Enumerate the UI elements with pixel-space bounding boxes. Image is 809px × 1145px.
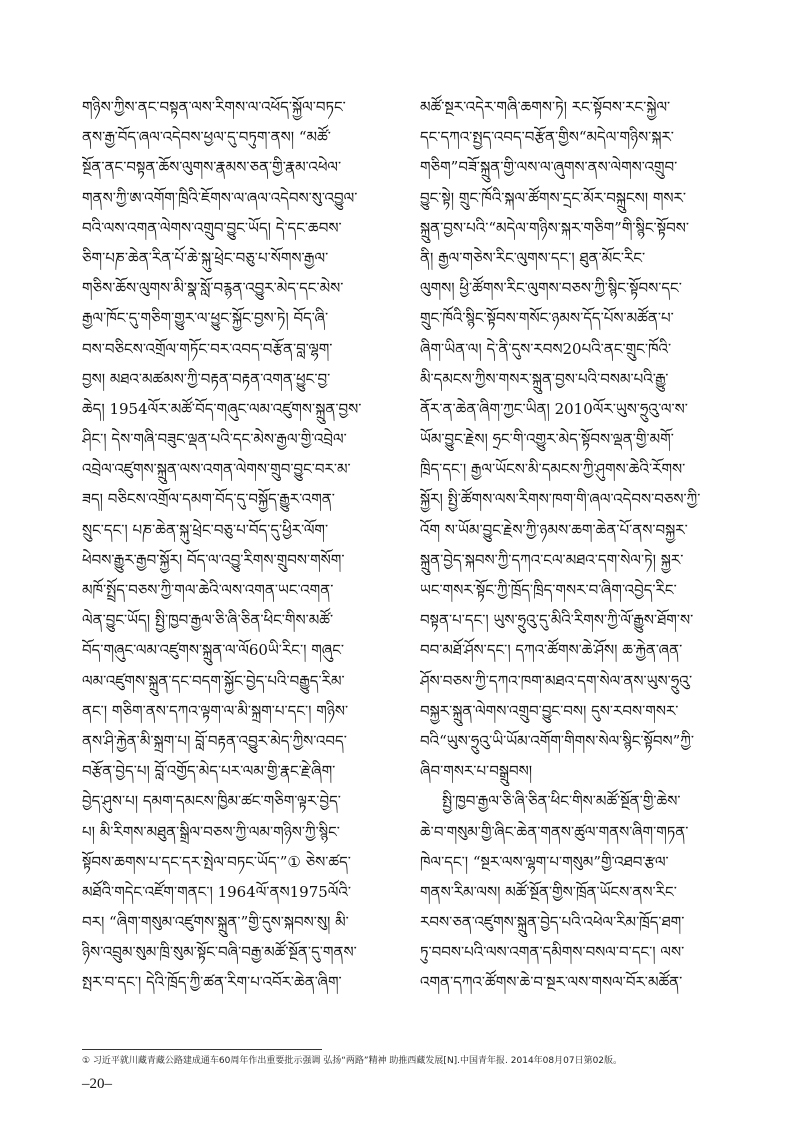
text-line: འགན་དཀའ་ཚོགས་ཆེ་བ་སྔར་ལས་གསལ་བོར་མཚོན་ [420, 973, 683, 992]
text-line: གནས་རིམ་ལས། མཚོ་སྔོན་གྱིས་ཁྲོན་ཡོངས་ནས་རིང་ [420, 882, 677, 901]
text-line: གཅིག”བཟོ་སྐྲུན་གྱི་ལས་ལ་ཞུགས་ནས་ལེགས་འགྲུབ་ [420, 158, 678, 177]
text-line: གཉིས་ཀྱིས་ནང་བསྟན་ལས་རིགས་ལ་འཕོད་སྐྱོལ་བཏང་ [82, 98, 346, 116]
footnote-divider [82, 1049, 322, 1050]
text-line: ལེན་བྱུང་ཡོད། སྤྱི་ཁྱབ་རྒྱལ་ཅི་ཞི་ཅིན་ཕིང་གིས་མཚོ་ [82, 611, 334, 630]
text-line: ཆེ་བ་གསུམ་གྱི་ཞིང་ཆེན་གནས་ཚུལ་གནས་ཞིག་གཏན་ [420, 822, 689, 841]
text-line: ནས་རྒྱ་བོད་ཞལ་འདེབས་ཕྱལ་དུ་བཏུག་ནས། “མཚོ་ [82, 128, 331, 147]
text-line: རབས་ཅན་འཛུགས་སྐྲུན་བྱེད་པའི་འཕེལ་རིམ་ཁྲོད་ཐག་ [420, 913, 685, 932]
text-line: གྲུང་ཁོའི་སྙིང་སྟོབས་གསོང་ཉམས་དོད་པོས་མཚོན་པ་ [420, 309, 674, 328]
text-line: ཡང་གསར་སྟོང་ཀྱི་ཁྲོད་ཁྲིད་གསར་བ་ཞིག་འབྱེད་རིང་ [420, 581, 677, 599]
page-number: –20– [82, 1076, 112, 1092]
footnote: ① 习近平就川藏青藏公路建成通车60周年作出重要批示强调 弘扬“两路”精神 助推西藏发展[N].中国青年报. 2014年08月07日第02版。 [82, 1056, 623, 1066]
text-line: ཕེབས་རྒྱུར་རྒྱབ་སྐྱོར། བོད་ལ་འབྱུ་རིགས་གྲུབས་གསོག་ [82, 550, 345, 569]
text-line: སྔོན་ནང་བསྟན་ཆོས་ལུགས་རྣམས་ཅན་གྱི་རྣམ་འཕེལ་ [82, 158, 342, 177]
text-line: འབྲེལ་འཛུགས་སྐྲུན་ལས་འགན་ལེགས་གྲུབ་བྱུང་བར་མ་ [82, 460, 351, 479]
text-line: རྒྱལ་ཁོང་དུ་གཅིག་གྱུར་ལ་ཕྱུང་སྐྱོང་བྱས་ཏེ། བོད་ཞི་ [82, 309, 329, 328]
text-line: ནི། རྒྱལ་གཅེས་རིང་ལུགས་དང་། ཐུན་མོང་རིང་ [420, 248, 646, 267]
text-line: གནས་ཀྱི་ཨ་འགོག་ཁྲིའི་ཇོགས་ལ་ཞལ་འདེབས་སུ་འབྱུལ་ [82, 188, 358, 207]
text-line: ཤོས་བཅས་ཀྱི་དཀའ་ཁག་མཐའ་དག་སེལ་ནས་ཡུས་ཧྲུའུ་ [420, 671, 693, 690]
text-line: བའི་ལས་འགན་ལེགས་འགྲུབ་བྱུང་ཡོད། དེ་དང་ཆབས་ [82, 218, 342, 237]
text-line: ཅིག་པཎ་ཆེན་རིན་པོ་ཆེ་སྐུ་ཕྲེང་བཅུ་པ་སོགས་རྒྱལ་ [82, 248, 329, 267]
text-line: བབ་མཐོ་ཤོས་དང་། དཀའ་ཚོགས་ཆེ་ཤོས། ཆ་རྐྱེན་ཞན་ [420, 641, 683, 660]
text-line: ཁྲིད་དང་། རྒྱལ་ཡོངས་མི་དམངས་ཀྱི་ཤུགས་ཆེའི་རོགས་ [420, 460, 686, 479]
text-line: བའི“ཡུས་ཧྲུའུ་ཡི་ཡོམ་འགོག་གིགས་སེལ་སྙིང་སྟོབས”ཀྱི་ [420, 731, 694, 750]
right-text-column [420, 92, 736, 1042]
text-line: ཉིས་འབྲུམ་སུམ་ཁྲི་སུམ་སྟོང་བཞི་བརྒྱ་མཚོ་སྔོན་དུ་གནས་ [82, 943, 357, 962]
text-line: སྟོབས་ཆགས་པ་དང་དར་སྤེལ་བཏང་ཡོད་”① ཅེས་ཚད་ [82, 852, 351, 871]
left-text-column [82, 92, 398, 1042]
text-line: མི་དམངས་ཀྱིས་གསར་སྐྲུན་བྱས་པའི་བསམ་པའི་རྒྱུ་ [420, 369, 669, 388]
text-line: བྱུང་སྟེ། གྲུང་ཁོའི་སྐལ་ཚོགས་དྲང་མོར་བསྐྲུངས། གསར་ [420, 188, 687, 207]
text-line: བརྩོན་བྱེད་པ། བློ་འགྱོད་མེད་པར་ལམ་གྱི་རྣང་རྗེ་ཞིག་ [82, 762, 336, 781]
text-line: སྤར་བ་དང་། དེའི་ཁྲོད་ཀྱི་ཚན་རིག་པ་འབོར་ཆེན་ཞིག་ [82, 973, 342, 992]
text-line: མཁོ་སྤྲོད་བཅས་ཀྱི་གལ་ཆེའི་ལས་འགན་ཡང་འགན་ [82, 581, 334, 599]
text-line: ཡོམ་བྱུང་རྗེས། ཧྲང་གི་འགྱུར་མེད་སྟོབས་ལྡན་གྱི་མགོ་ [420, 430, 674, 449]
text-line: འོག ས་ཡོམ་བྱུང་རྗེས་ཀྱི་ཉམས་ཆག་ཆེན་པོ་ནས་བསྐྱར་ [420, 520, 688, 539]
text-line: ཟད། བཅིངས་འགྲོལ་དམག་བོད་དུ་བསྐྱོད་རྒྱུར་འགན་ [82, 490, 335, 509]
text-line: ནོར་ན་ཆེན་ཞིག་ཀྱང་ཡིན། 2010ལོར་ཡུས་ཧྲུའུ་ལ་ས་ [420, 399, 688, 418]
text-line: ཞིབ་གསར་པ་བསྒྲུབས། [420, 762, 533, 781]
text-line: གཅིས་ཆོས་ལུགས་མི་སྣ་སློ་བརྙན་འབྱུར་མེད་དང་མེས་ [82, 279, 344, 298]
text-line: ཏུ་བབས་པའི་ལས་འགན་དམིགས་བསལ་བ་དང་། ལས་ [420, 943, 685, 962]
text-line: ལམ་འཛུགས་སྐྲུན་དང་བདག་སྐྱོང་བྱེད་པའི་བརྒྱུད་རིམ་ [82, 671, 345, 690]
text-line: ལུགས། ཕྱི་ཚོགས་རིང་ལུགས་བཅས་ཀྱི་སྙིང་སྟོབས་དང་ [420, 279, 682, 298]
text-line: སྐྲུན་བྱེད་སྐབས་ཀྱི་དཀའ་ངལ་མཐའ་དག་སེལ་ཏེ། སྐྱར་ [420, 550, 684, 569]
text-line: ནང་། གཅིག་ནས་དཀའ་ལྟག་ལ་མི་སྐྲག་པ་དང་། གཉིས་ [82, 701, 349, 720]
text-line: སྐྱོར། སྤྱི་ཚོགས་ལས་རིགས་ཁག་གི་ཞལ་འདེབས་བཅས་ཀྱི་ [420, 490, 701, 509]
text-line: ཁེལ་དང་། “སྔར་ལས་ལྷག་པ་གསུམ”གྱི་འཐབ་རྩལ་ [420, 852, 669, 871]
text-line: ཞིག་ཡིན་ལ། དེ་ནི་དུས་རབས20པའི་ནང་གྲུང་ཁོའི་ [420, 339, 672, 358]
text-line: མཚོ་སྔར་འདེར་གཞི་ཆགས་ཏེ། རང་སྟོབས་རང་སྐྱེལ་ [420, 98, 671, 116]
text-line: བས་བཅིངས་འགྲོལ་གཏོང་བར་འབད་བརྩོན་བླ་ལྷག་ [82, 339, 333, 358]
text-line: སྤྱི་ཁྱབ་རྒྱལ་ཅི་ཞི་ཅིན་ཕིང་གིས་མཚོ་སྔོན་གྱི་ཆེས་ [442, 792, 681, 811]
text-line: བསྐྱར་སྐྲུན་ལེགས་འགྲུབ་བྱུང་བས། དུས་རབས་གསར་ [420, 701, 679, 720]
text-line: ཆེད། 1954ལོར་མཚོ་བོད་གཞུང་ལམ་འཛུགས་སྐྲུན་བྱས་ [82, 399, 362, 418]
text-line: དང་དཀའ་སྤྱད་འབད་བརྩོན་གྱིས“མདེལ་གཉིས་སྐར་ [420, 128, 674, 147]
text-line: བྱས། མཐའ་མཚམས་ཀྱི་བརྟན་བརྟན་འགན་ཕྱུང་བྱ་ [82, 369, 331, 388]
text-line: བསྟན་པ་དང་། ཡུས་ཧྲུའུ་དུ་མིའི་རིགས་ཀྱི་ལོ་རྒྱུས་ཐོག་ས་ [420, 611, 694, 630]
text-line: བྱེད་ཤུས་པ། དམག་དམངས་ཁྱིམ་ཚང་གཅིག་ལྟར་བྱེད་ [82, 792, 341, 811]
text-line: ནས་ཤི་རྐྱེན་མི་སྐྲག་པ། བློ་བརྟན་འབྱུར་མེད་ཀྱིས་འབད་ [82, 731, 347, 750]
text-line: ཤིང་། དེས་གཞི་བཟུང་ལྡན་པའི་དང་མེས་རྒྱལ་གྱི་འབྲེལ་ [82, 430, 347, 449]
text-line: སྲུང་དང་། པཎ་ཆེན་སྐུ་ཕྲེང་བཅུ་པ་བོད་དུ་ཕྱིར་ལོག་ [82, 520, 329, 539]
text-line: པ། མི་རིགས་མཐུན་སྒྲིལ་བཅས་ཀྱི་ལམ་གཉིས་ཀྱི་སྙིང་ [82, 822, 340, 841]
text-line: སྐྲུན་བྱས་པའི་“མདེལ་གཉིས་སྐར་གཅིག”གི་སྙིང་སྟོབས་ [420, 218, 689, 237]
text-line: བར། “ཞིག་གསུམ་འཛུགས་སྐྲུན་”གྱི་དུས་སྐབས་སུ། མི་ [82, 913, 349, 932]
text-line: བོད་གཞུང་ལམ་འཛུགས་སྐྲུན་ལ་ལོ60ཡི་རིང་། གཞུང་ [82, 641, 345, 660]
text-line: མཐོའི་གདེང་འཛོག་གནང་། 1964ལོ་ནས1975ལོའི་ [82, 882, 351, 901]
